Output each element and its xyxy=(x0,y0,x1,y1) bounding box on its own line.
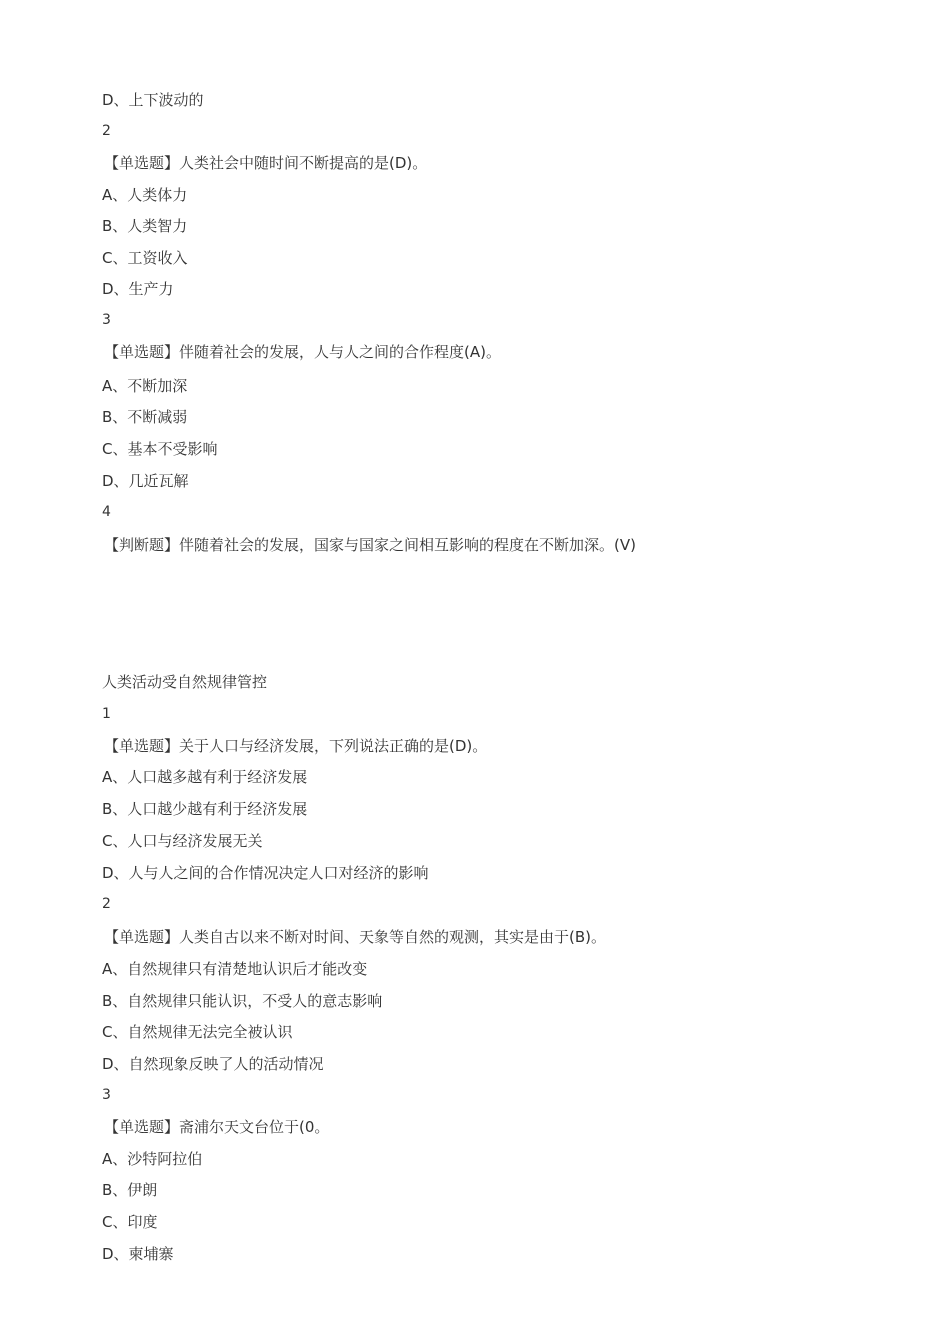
option-text: D、人与人之间的合作情况决定人口对经济的影响 xyxy=(102,864,429,882)
option-text: C、基本不受影响 xyxy=(102,440,218,458)
option-text: B、不断减弱 xyxy=(102,408,188,426)
option-text: B、伊朗 xyxy=(102,1181,158,1199)
option-text: D、柬埔寨 xyxy=(102,1245,174,1263)
question-text: 【判断题】伴随着社会的发展，国家与国家之间相互影响的程度在不断加深。(V) xyxy=(104,536,636,554)
question-number: 3 xyxy=(102,1087,111,1103)
question-number: 2 xyxy=(102,123,111,139)
question-text: 【单选题】斋浦尔天文台位于(0。 xyxy=(104,1118,330,1136)
option-text: A、不断加深 xyxy=(102,377,188,395)
section-heading: 人类活动受自然规律管控 xyxy=(102,673,268,691)
question-number: 2 xyxy=(102,896,111,912)
question-text: 【单选题】关于人口与经济发展，下列说法正确的是(D)。 xyxy=(104,737,488,755)
option-text: B、人口越少越有利于经济发展 xyxy=(102,800,308,818)
question-text: 【单选题】伴随着社会的发展，人与人之间的合作程度(A)。 xyxy=(104,343,501,361)
question-number: 1 xyxy=(102,706,111,722)
option-text: C、工资收入 xyxy=(102,249,188,267)
option-text: C、印度 xyxy=(102,1213,158,1231)
option-text: A、自然规律只有清楚地认识后才能改变 xyxy=(102,960,368,978)
option-text: D、上下波动的 xyxy=(102,91,204,109)
option-text: C、人口与经济发展无关 xyxy=(102,832,263,850)
question-text: 【单选题】人类社会中随时间不断提高的是(D)。 xyxy=(104,154,428,172)
option-text: D、生产力 xyxy=(102,280,174,298)
option-text: C、自然规律无法完全被认识 xyxy=(102,1023,293,1041)
question-text: 【单选题】人类自古以来不断对时间、天象等自然的观测，其实是由于(B)。 xyxy=(104,928,606,946)
option-text: D、自然现象反映了人的活动情况 xyxy=(102,1055,324,1073)
question-number: 4 xyxy=(102,504,111,520)
option-text: D、几近瓦解 xyxy=(102,472,189,490)
option-text: A、人类体力 xyxy=(102,186,188,204)
option-text: A、人口越多越有利于经济发展 xyxy=(102,768,308,786)
option-text: A、沙特阿拉伯 xyxy=(102,1150,203,1168)
question-number: 3 xyxy=(102,312,111,328)
option-text: B、人类智力 xyxy=(102,217,188,235)
option-text: B、自然规律只能认识，不受人的意志影响 xyxy=(102,992,383,1010)
